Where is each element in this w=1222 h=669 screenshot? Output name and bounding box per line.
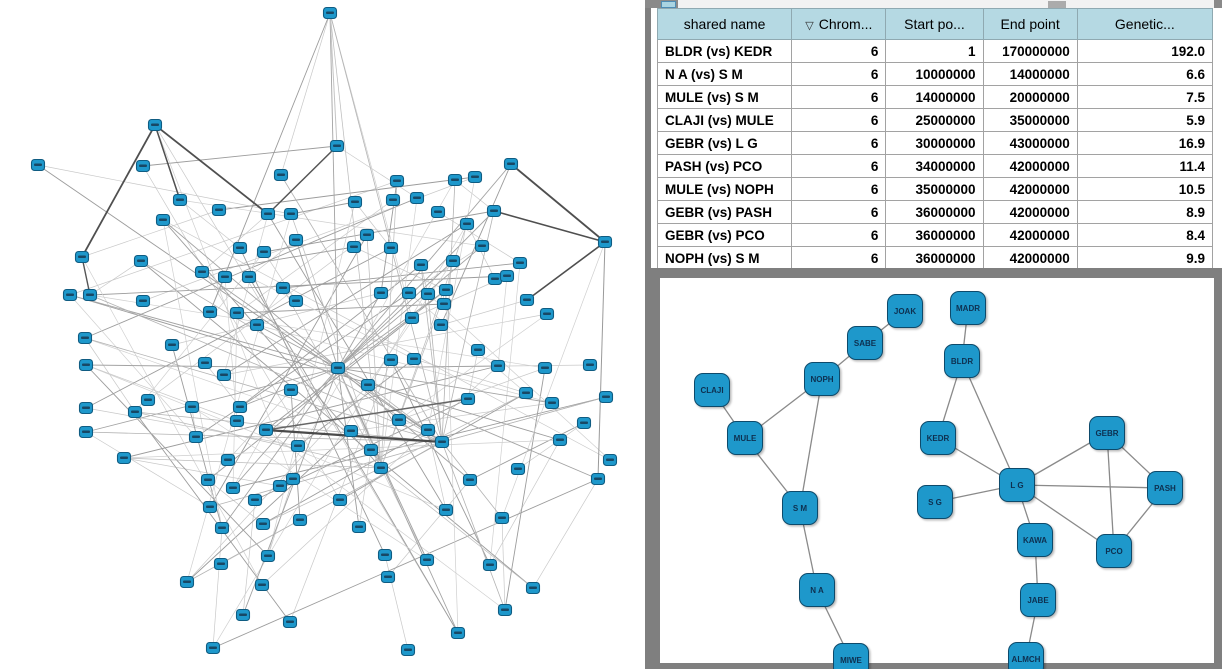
network-edge [385,555,408,650]
node-label-smudge [523,299,531,302]
node-label-smudge [292,239,300,242]
subnetwork-node-joak[interactable]: JOAK [887,294,923,328]
node-label-smudge [276,485,284,488]
network-edge [505,368,545,610]
node-label-smudge [292,300,300,303]
node-label-smudge [490,210,498,213]
node-label-smudge [442,289,450,292]
network-edge [381,468,533,588]
edge-attribute-table [657,8,1213,270]
table-cell[interactable]: N A (vs) S M [658,63,792,86]
node-label-smudge [387,359,395,362]
node-label-smudge [364,384,372,387]
scrollbar-thumb[interactable] [1048,1,1066,8]
node-label-smudge [279,287,287,290]
node-label-smudge [198,271,206,274]
column-header-label: Chrom... [818,16,873,32]
subnetwork-node-kedr[interactable]: KEDR [920,421,956,455]
table-cell[interactable]: 42000000 [983,247,1077,270]
table-row[interactable] [658,109,1213,132]
subnetwork-node-miwe[interactable]: MIWE [833,643,869,669]
node-label-smudge [151,124,159,127]
node-label-smudge [454,632,462,635]
node-label-smudge [486,564,494,567]
table-row[interactable] [658,201,1213,224]
table-row[interactable] [658,86,1213,109]
column-header-label: shared name [683,16,766,32]
table-cell[interactable]: 35000000 [983,109,1077,132]
node-label-smudge [262,429,270,432]
node-label-smudge [289,478,297,481]
node-label-smudge [336,499,344,502]
node-label-smudge [387,247,395,250]
column-header-label: End point [1000,16,1060,32]
node-label-smudge [206,506,214,509]
node-label-smudge [139,165,147,168]
node-label-smudge [464,398,472,401]
node-label-smudge [144,399,152,402]
table-cell[interactable]: MULE (vs) NOPH [658,178,792,201]
node-label-smudge [424,293,432,296]
table-horizontal-scrollbar[interactable] [645,0,1222,8]
network-edge [533,479,598,588]
node-label-smudge [606,459,614,462]
network-edge [527,242,605,300]
table-cell[interactable]: 11.4 [1077,155,1212,178]
node-label-smudge [395,419,403,422]
subnetwork-node-jabe[interactable]: JABE [1020,583,1056,617]
table-cell[interactable]: 6 [792,86,886,109]
node-label-smudge [601,241,609,244]
node-label-smudge [260,251,268,254]
network-edge [70,181,397,295]
network-edge [502,242,605,518]
node-label-smudge [516,262,524,265]
subnetwork-node-bldr[interactable]: BLDR [944,344,980,378]
subnetwork-node-madr[interactable]: MADR [950,291,986,325]
node-label-smudge [253,324,261,327]
table-cell[interactable]: 43000000 [983,132,1077,155]
node-label-smudge [347,430,355,433]
node-label-smudge [602,396,610,399]
table-cell[interactable]: 35000000 [886,178,983,201]
node-label-smudge [201,362,209,365]
network-edge [330,13,338,368]
column-header-label: Genetic... [1114,16,1175,32]
node-label-smudge [437,324,445,327]
network-edge [511,164,605,242]
node-label-smudge [296,519,304,522]
node-label-smudge [333,145,341,148]
table-cell[interactable]: 10000000 [886,63,983,86]
node-label-smudge [206,311,214,314]
node-label-smudge [176,199,184,202]
node-label-smudge [159,219,167,222]
table-cell[interactable]: GEBR (vs) PASH [658,201,792,224]
network-edge [243,368,338,615]
table-row[interactable] [658,224,1213,247]
node-label-smudge [168,344,176,347]
table-cell[interactable]: MULE (vs) S M [658,86,792,109]
network-edge [518,423,584,469]
node-label-smudge [264,213,272,216]
node-label-smudge [209,647,217,650]
edge-attribute-table-panel [657,8,1214,269]
node-label-smudge [221,276,229,279]
node-label-smudge [384,576,392,579]
table-cell[interactable]: GEBR (vs) PCO [658,224,792,247]
table-cell[interactable]: 6 [792,109,886,132]
subnetwork-node-noph[interactable]: NOPH [804,362,840,396]
table-row[interactable] [658,40,1213,63]
node-label-smudge [183,581,191,584]
node-label-smudge [451,179,459,182]
node-label-smudge [494,365,502,368]
network-edge [210,13,330,312]
subnetwork-node-n-a[interactable]: N A [799,573,835,607]
table-cell[interactable]: 7.5 [1077,86,1212,109]
node-label-smudge [229,487,237,490]
node-label-smudge [264,555,272,558]
network-edge [240,248,385,555]
node-label-smudge [66,294,74,297]
node-label-smudge [541,367,549,370]
table-cell[interactable]: 1 [886,40,983,63]
node-label-smudge [355,526,363,529]
node-label-smudge [217,563,225,566]
network-edge [243,500,255,615]
node-label-smudge [367,449,375,452]
subnetwork-node-l-g[interactable]: L G [999,468,1035,502]
node-label-smudge [82,407,90,410]
node-label-smudge [82,431,90,434]
table-cell[interactable]: NOPH (vs) S M [658,247,792,270]
table-cell[interactable]: 36000000 [886,201,983,224]
table-cell[interactable]: 42000000 [983,201,1077,224]
node-label-smudge [258,584,266,587]
node-label-smudge [192,436,200,439]
table-row[interactable] [658,132,1213,155]
network-edge [124,440,560,458]
node-label-smudge [543,313,551,316]
table-cell[interactable]: 20000000 [983,86,1077,109]
node-label-smudge [449,260,457,263]
table-header-row [658,9,1213,40]
node-label-smudge [294,445,302,448]
node-label-smudge [438,441,446,444]
node-label-smudge [586,364,594,367]
subnetwork-edge [800,379,822,508]
node-label-smudge [245,276,253,279]
table-cell[interactable]: 25000000 [886,109,983,132]
column-header-end-point[interactable] [983,9,1077,40]
scrollbar-left-button[interactable] [661,1,676,8]
table-cell[interactable]: 42000000 [983,155,1077,178]
node-label-smudge [188,406,196,409]
node-label-smudge [389,199,397,202]
subnetwork-edge [962,361,1017,485]
table-row[interactable] [658,63,1213,86]
table-cell[interactable]: 6 [792,224,886,247]
node-label-smudge [334,367,342,370]
node-label-smudge [236,406,244,409]
subnetwork-node-gebr[interactable]: GEBR [1089,416,1125,450]
network-edge [180,200,240,248]
node-label-smudge [287,389,295,392]
network-edge [338,261,453,368]
node-label-smudge [139,300,147,303]
table-cell[interactable]: 14000000 [886,86,983,109]
subnetwork-node-mule[interactable]: MULE [727,421,763,455]
node-label-smudge [34,164,42,167]
table-cell[interactable]: PASH (vs) PCO [658,155,792,178]
column-header-shared-name[interactable] [658,9,792,40]
table-cell[interactable]: 14000000 [983,63,1077,86]
table-cell[interactable]: 16.9 [1077,132,1212,155]
node-label-smudge [463,223,471,226]
table-cell[interactable]: 36000000 [886,224,983,247]
node-label-smudge [236,247,244,250]
subnetwork-node-s-g[interactable]: S G [917,485,953,519]
table-cell[interactable]: GEBR (vs) L G [658,132,792,155]
node-label-smudge [287,213,295,216]
network-edge [598,242,605,479]
node-label-smudge [434,211,442,214]
node-label-smudge [522,392,530,395]
node-label-smudge [381,554,389,557]
node-label-smudge [251,499,259,502]
table-cell[interactable]: 10.5 [1077,178,1212,201]
node-label-smudge [233,312,241,315]
table-row[interactable] [658,178,1213,201]
node-label-smudge [548,402,556,405]
table-cell[interactable]: 6 [792,63,886,86]
node-label-smudge [491,278,499,281]
node-label-smudge [423,559,431,562]
table-cell[interactable]: 5.9 [1077,109,1212,132]
node-label-smudge [120,457,128,460]
network-edge [224,214,268,375]
node-label-smudge [233,420,241,423]
table-cell[interactable]: 34000000 [886,155,983,178]
table-cell[interactable]: 9.9 [1077,247,1212,270]
node-label-smudge [478,245,486,248]
node-label-smudge [471,176,479,179]
node-label-smudge [286,621,294,624]
subnetwork-node-pco[interactable]: PCO [1096,534,1132,568]
subnetwork-node-almch[interactable]: ALMCH [1008,642,1044,669]
node-label-smudge [81,337,89,340]
column-header-start-point[interactable] [886,9,983,40]
node-label-smudge [410,358,418,361]
node-label-smudge [377,292,385,295]
table-cell[interactable]: 36000000 [886,247,983,270]
node-label-smudge [514,468,522,471]
column-header-genetic[interactable] [1077,9,1212,40]
column-header-chromosome[interactable] [792,9,886,40]
node-label-smudge [239,614,247,617]
table-cell[interactable]: 6 [792,155,886,178]
network-edge [155,125,268,214]
subnetwork-edges-layer [660,278,1214,663]
node-label-smudge [417,264,425,267]
subnetwork-edge [1017,485,1165,488]
node-label-smudge [474,349,482,352]
node-label-smudge [131,411,139,414]
node-label-smudge [78,256,86,259]
table-cell[interactable]: 42000000 [983,224,1077,247]
network-edge [213,528,222,648]
subnetwork-node-claji[interactable]: CLAJI [694,373,730,407]
subnetwork-canvas[interactable] [660,278,1214,663]
node-label-smudge [498,517,506,520]
node-label-smudge [215,209,223,212]
subnetwork-node-sabe[interactable]: SABE [847,326,883,360]
node-label-smudge [377,467,385,470]
network-edge [494,211,605,242]
node-label-smudge [404,649,412,652]
table-row[interactable] [658,155,1213,178]
node-label-smudge [408,317,416,320]
node-label-smudge [86,294,94,297]
node-label-smudge [507,163,515,166]
node-label-smudge [501,609,509,612]
node-label-smudge [556,439,564,442]
node-label-smudge [580,422,588,425]
table-cell[interactable]: 6 [792,247,886,270]
node-label-smudge [413,197,421,200]
table-row[interactable] [658,247,1213,270]
node-label-smudge [259,523,267,526]
subnetwork-node-kawa[interactable]: KAWA [1017,523,1053,557]
table-cell[interactable]: 170000000 [983,40,1077,63]
network-edge [143,146,337,166]
node-label-smudge [220,374,228,377]
table-cell[interactable]: 6 [792,132,886,155]
network-edge [86,365,268,556]
subnetwork-node-s-m[interactable]: S M [782,491,818,525]
table-cell[interactable]: 42000000 [983,178,1077,201]
table-cell[interactable]: 6.6 [1077,63,1212,86]
network-edge [86,368,338,432]
table-cell[interactable]: 6 [792,178,886,201]
table-cell[interactable]: 8.4 [1077,224,1212,247]
node-label-smudge [224,459,232,462]
subnetwork-node-pash[interactable]: PASH [1147,471,1183,505]
node-label-smudge [82,364,90,367]
panel-divider [645,0,651,272]
table-cell[interactable]: 30000000 [886,132,983,155]
network-edge [498,276,507,366]
network-edge [38,165,291,214]
node-label-smudge [350,246,358,249]
node-label-smudge [503,275,511,278]
network-edge [86,432,210,507]
table-cell[interactable]: 6 [792,201,886,224]
node-label-smudge [405,292,413,295]
column-header-label: Start po... [904,16,965,32]
node-label-smudge [393,180,401,183]
node-label-smudge [440,303,448,306]
node-label-smudge [529,587,537,590]
node-label-smudge [351,201,359,204]
subnetwork-panel [645,268,1222,669]
node-label-smudge [137,260,145,263]
node-label-smudge [204,479,212,482]
node-label-smudge [466,479,474,482]
node-label-smudge [326,12,334,15]
table-cell[interactable]: 192.0 [1077,40,1212,63]
node-label-smudge [277,174,285,177]
table-cell[interactable]: 6 [792,40,886,63]
network-edge [172,293,381,345]
filter-icon[interactable]: ▽ [805,20,814,32]
network-edge [90,261,141,295]
node-label-smudge [442,509,450,512]
node-label-smudge [218,527,226,530]
table-cell[interactable]: 8.9 [1077,201,1212,224]
network-edge [337,146,417,198]
node-label-smudge [424,429,432,432]
node-label-smudge [594,478,602,481]
node-label-smudge [363,234,371,237]
table-cell[interactable]: CLAJI (vs) MULE [658,109,792,132]
table-cell[interactable]: BLDR (vs) KEDR [658,40,792,63]
scrollbar-track[interactable] [678,0,1214,8]
